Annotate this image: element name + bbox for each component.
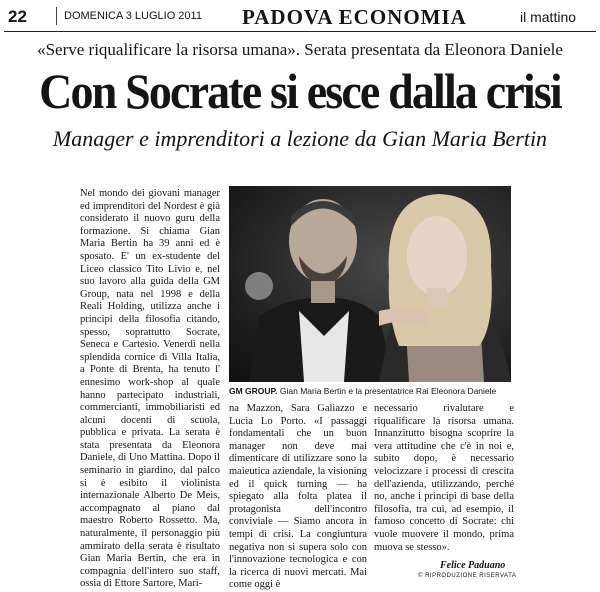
article-headline: Con Socrate si esce dalla crisi: [39, 63, 561, 119]
article-photo: [229, 186, 511, 382]
photo-caption: [229, 386, 519, 396]
article-subheadline: Manager e imprenditori a lezione da Gian Maria Bertin: [52, 126, 548, 151]
header-rule: [4, 31, 596, 32]
issue-date: DOMENICA 3 LUGLIO 2011: [64, 10, 202, 22]
article-column-3: [374, 403, 514, 554]
section-title: PADOVA ECONOMIA: [242, 5, 467, 29]
column-3-text: necessario rivalutare e riqualificare la risorsa umana. Innanzitutto bisogna scoprire la vera attitudine che c'è in noi e, subito dopo, è necessario velocizzare i processi di crescita dell'azienda, utilizzando, perché no, anche i principi di base della filosofia, tra cui, ad esempio, il famoso concetto di Socrate: chi vuole muovere il mondo, prima muova se stesso».: [374, 403, 514, 553]
caption-text: Gian Maria Bertin e la presentatrice Rai Eleonora Daniele: [279, 386, 497, 396]
column-1-text: Nel mondo dei giovani manager ed imprenditori del Nordest è già considerato il nuovo guru della formazione. Si chiama Gian Maria Bertin ha 39 anni ed è sposato. E' un ex-studente del Liceo classico Tito Livio e, nel suo lavoro alla guida della GM Group, nata nel 1998 e della Reali Holding, utilizza anche i principi della filosofia citando, spesso, soprattutto Socrate, Seneca e Cartesio. Venerdì nella splendida cornice di Villa Italia, a Ponte di Brenta, ha tenuto l' ennesimo work-shop al quale hanno partecipato industriali, commercianti, immobiliaristi ed alcuni docenti di scuola, pubblica e privata. La serata è stata presentata da Eleonora Daniele, di Uno Mattina. Dopo il seminario in giardino, dal palco si è esibito il violinista internazionale Alberto De Meis, accompagnato al piano dal maestro Roberto Rossetto. Ma, naturalmente, il personaggio più ammirato della serata è risultato Gian Maria Bertin, che era in compagnia dell'intero suo staff, ossia di Ettore Sartore, Mari-: [80, 188, 220, 590]
column-2-text: na Mazzon, Sara Galiazzo e Lucia Lo Porto. «I passaggi fondamentali che un buon manager non deve mai dimenticare di utilizzare sono la maieutica aziendale, la visioning ed il quick turning — ha spiegato alla folta platea il protagonista dell'incontro conviviale — Siamo ancora in tempi di crisi. La congiuntura negativa non si supera solo con l'innovazione tecnologica e con la ricerca di nuovi mercati. Mai come oggi è: [229, 403, 367, 591]
article-kicker: «Serve riqualificare la risorsa umana». Serata presentata da Eleonora Daniele: [37, 40, 563, 59]
article-byline: Felice Paduano: [440, 560, 506, 571]
header-divider: [56, 7, 57, 25]
page-number: 22: [8, 7, 27, 26]
article-column-2: [229, 403, 367, 592]
publication-name: il mattino: [520, 9, 577, 25]
article-column-1: [80, 188, 220, 591]
rights-notice: © RIPRODUZIONE RISERVATA: [418, 573, 517, 579]
photo-illustration: [229, 186, 511, 382]
caption-label: GM GROUP.: [229, 386, 278, 396]
